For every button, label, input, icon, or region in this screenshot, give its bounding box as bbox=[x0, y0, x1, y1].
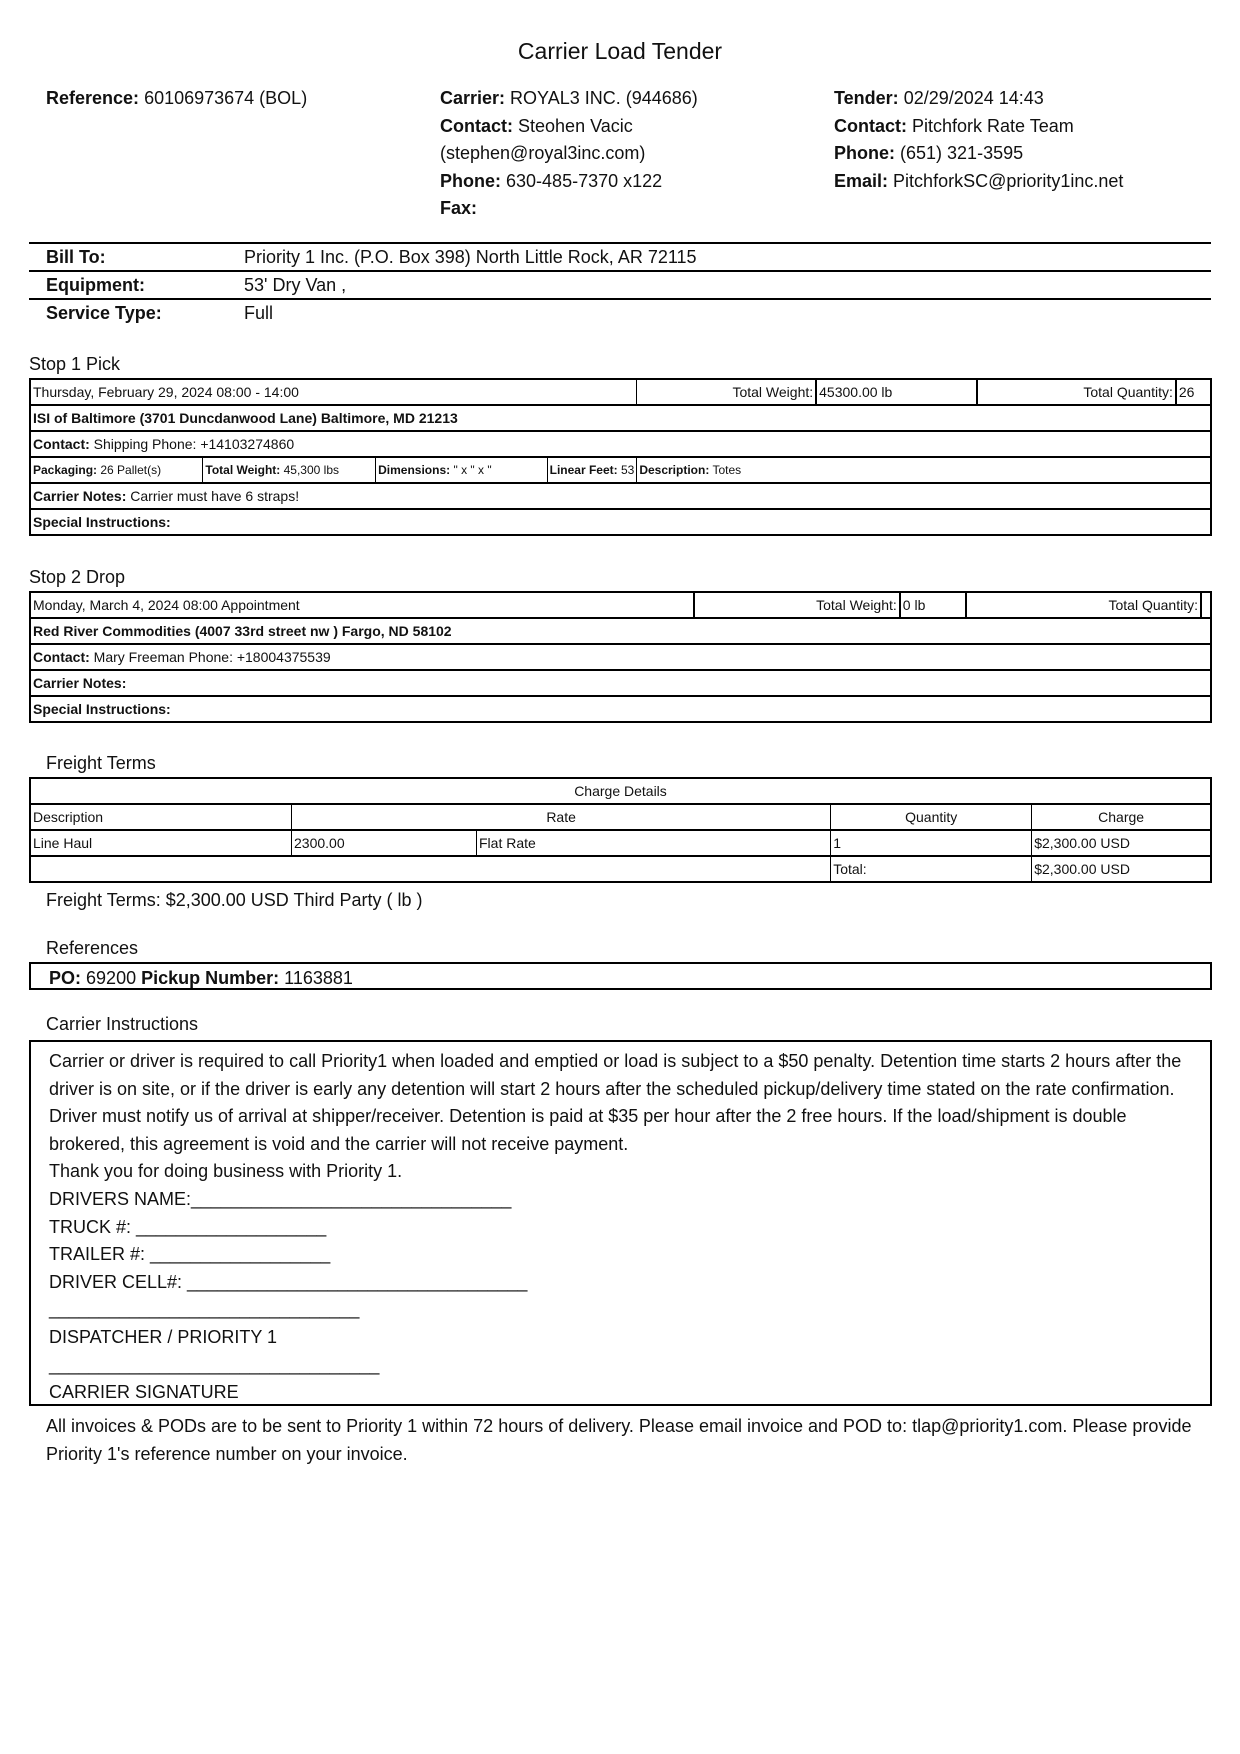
total-label: Total: bbox=[831, 856, 1032, 882]
trailer-field[interactable]: TRAILER #: __________________ bbox=[49, 1244, 331, 1265]
carrier-signature-line[interactable]: _________________________________ bbox=[49, 1354, 380, 1375]
row-quantity: 1 bbox=[831, 830, 1032, 856]
stop1-packaging-value: 26 Pallet(s) bbox=[100, 463, 162, 477]
instructions-thanks: Thank you for doing business with Priority 1. bbox=[49, 1161, 403, 1182]
pickup-number-value: 1163881 bbox=[284, 968, 353, 988]
drivers-name-field[interactable]: DRIVERS NAME:________________________________ bbox=[49, 1188, 512, 1209]
stop2-carrier-notes: Carrier Notes: bbox=[30, 670, 1211, 696]
row-description: Line Haul bbox=[30, 830, 292, 856]
instructions-heading: Carrier Instructions bbox=[46, 1014, 199, 1034]
load-info-table bbox=[29, 242, 1211, 326]
stop1-linear-label: Linear Feet: bbox=[549, 463, 618, 477]
tender-value: 02/29/2024 14:43 bbox=[903, 88, 1044, 108]
reference-label: Reference: bbox=[46, 88, 140, 108]
service-type-value: Full bbox=[244, 299, 1211, 326]
stop1-total-weight-label: Total Weight: bbox=[637, 379, 816, 405]
carrier-phone-label: Phone: bbox=[440, 170, 501, 191]
tender-block bbox=[834, 85, 1123, 195]
carrier-fax-label: Fax: bbox=[440, 198, 478, 218]
tender-phone-value: (651) 321-3595 bbox=[900, 143, 1024, 163]
stop1-packaging bbox=[30, 457, 203, 483]
stop2-total-weight-label: Total Weight: bbox=[694, 592, 899, 618]
carrier-value: ROYAL3 INC. (944686) bbox=[510, 88, 698, 108]
carrier-signature-label: CARRIER SIGNATURE bbox=[49, 1382, 239, 1403]
col-description: Description bbox=[30, 804, 292, 830]
stop2-total-weight-value: 0 lb bbox=[900, 592, 966, 618]
bill-to-label: Bill To: bbox=[29, 243, 244, 271]
col-quantity: Quantity bbox=[831, 804, 1032, 830]
stop1-weight bbox=[203, 457, 376, 483]
stop2-location: Red River Commodities (4007 33rd street nw ) Fargo, ND 58102 bbox=[30, 618, 1211, 644]
tender-email-label: Email: bbox=[834, 170, 889, 191]
stop1-dimensions-label: Dimensions: bbox=[378, 463, 451, 477]
carrier-contact-label: Contact: bbox=[440, 115, 513, 136]
stop2-total-qty-label: Total Quantity: bbox=[966, 592, 1201, 618]
stop2-date: Monday, March 4, 2024 08:00 Appointment bbox=[30, 592, 694, 618]
footer-note: All invoices & PODs are to be sent to Priority 1 within 72 hours of delivery. Please email invoice and POD to: tlap@priority1.com. Please provide Priority 1's reference number on your invoice. bbox=[46, 1416, 1192, 1464]
tender-phone-label: Phone: bbox=[834, 143, 895, 163]
page-title: Carrier Load Tender bbox=[517, 38, 723, 64]
stop1-total-qty-label: Total Quantity: bbox=[977, 379, 1176, 405]
stop1-carrier-notes-label: Carrier Notes: bbox=[33, 488, 127, 504]
col-charge: Charge bbox=[1032, 804, 1211, 830]
stop2-special-instructions: Special Instructions: bbox=[30, 696, 1211, 722]
bill-to-value: Priority 1 Inc. (P.O. Box 398) North Little Rock, AR 72115 bbox=[244, 243, 1211, 271]
tender-contact-label: Contact: bbox=[834, 115, 907, 136]
service-type-row bbox=[29, 299, 1211, 326]
pickup-number-label: Pickup Number: bbox=[141, 968, 280, 988]
dispatcher-label: DISPATCHER / PRIORITY 1 bbox=[49, 1326, 278, 1347]
stop1-date: Thursday, February 29, 2024 08:00 - 14:00 bbox=[30, 379, 637, 405]
stop1-dimensions bbox=[376, 457, 547, 483]
stop1-packaging-label: Packaging: bbox=[33, 463, 98, 477]
stop2-table bbox=[29, 591, 1212, 723]
stop2-total-qty-value bbox=[1201, 592, 1211, 618]
stop1-contact-label: Contact: bbox=[33, 436, 90, 452]
stop1-contact bbox=[30, 431, 1211, 457]
tender-email-value: PitchforkSC@priority1inc.net bbox=[893, 170, 1124, 191]
po-label: PO: bbox=[49, 968, 82, 988]
freight-heading: Freight Terms bbox=[46, 753, 156, 773]
stop1-special-instructions: Special Instructions: bbox=[30, 509, 1211, 535]
charge-details-table bbox=[29, 777, 1212, 883]
stop1-carrier-notes-value: Carrier must have 6 straps! bbox=[130, 488, 300, 504]
col-rate: Rate bbox=[292, 804, 831, 830]
stop1-description-value: Totes bbox=[712, 463, 742, 477]
carrier-contact-name: Steohen Vacic bbox=[518, 115, 633, 136]
truck-field[interactable]: TRUCK #: ___________________ bbox=[49, 1216, 327, 1237]
stop1-weight-label: Total Weight: bbox=[205, 463, 281, 477]
charge-details-title: Charge Details bbox=[30, 778, 1211, 804]
stop2-contact-label: Contact: bbox=[33, 649, 90, 665]
stop1-location: ISI of Baltimore (3701 Duncdanwood Lane) Baltimore, MD 21213 bbox=[30, 405, 1211, 431]
total-value: $2,300.00 USD bbox=[1032, 856, 1211, 882]
equipment-row bbox=[29, 271, 1211, 299]
stop2-contact bbox=[30, 644, 1211, 670]
stop1-total-qty-value: 26 bbox=[1176, 379, 1211, 405]
carrier-block bbox=[440, 85, 698, 223]
stop1-linear-value: 53 bbox=[620, 463, 635, 477]
equipment-value: 53' Dry Van , bbox=[244, 271, 1211, 299]
table-row bbox=[30, 830, 1211, 856]
dispatcher-signature-line[interactable]: _______________________________ bbox=[49, 1299, 360, 1320]
freight-terms-line: Freight Terms: $2,300.00 USD Third Party ( lb ) bbox=[46, 890, 423, 910]
instructions-paragraph: Carrier or driver is required to call Priority1 when loaded and emptied or load is subject to a $50 penalty. Detention time starts 2 hours after the driver is on site, or if the driver is early any detention will start 2 hours after the scheduled pickup/delivery time stated on the rate confirmation. Driver must notify us of arrival at shipper/receiver. Detention is paid at $35 per hour after the 2 free hours. If the load/shipment is double brokered, this agreement is void and the carrier will not receive payment. bbox=[49, 1051, 1182, 1154]
row-rate: 2300.00 bbox=[292, 830, 477, 856]
reference-value: 60106973674 (BOL) bbox=[144, 88, 308, 108]
carrier-contact-email: (stephen@royal3inc.com) bbox=[440, 143, 646, 163]
tender-label: Tender: bbox=[834, 88, 899, 108]
stop1-total-weight-value: 45300.00 lb bbox=[816, 379, 977, 405]
instructions-box bbox=[29, 1040, 1212, 1406]
reference-block bbox=[46, 85, 307, 113]
references-box bbox=[29, 962, 1212, 990]
po-value: 69200 bbox=[86, 968, 137, 988]
stop1-heading: Stop 1 Pick bbox=[29, 354, 121, 374]
stop1-linear-feet bbox=[547, 457, 637, 483]
carrier-label: Carrier: bbox=[440, 88, 506, 108]
total-spacer bbox=[30, 856, 831, 882]
tender-contact-value: Pitchfork Rate Team bbox=[912, 115, 1074, 136]
row-rate-type: Flat Rate bbox=[477, 830, 831, 856]
stop2-heading: Stop 2 Drop bbox=[29, 567, 126, 587]
row-charge: $2,300.00 USD bbox=[1032, 830, 1211, 856]
carrier-phone-value: 630-485-7370 x122 bbox=[506, 170, 663, 191]
bill-to-row bbox=[29, 243, 1211, 271]
stop1-description-label: Description: bbox=[639, 463, 710, 477]
stop2-contact-value: Mary Freeman Phone: +18004375539 bbox=[93, 649, 331, 665]
stop1-weight-value: 45,300 lbs bbox=[283, 463, 340, 477]
stop1-contact-value: Shipping Phone: +14103274860 bbox=[93, 436, 295, 452]
driver-cell-field[interactable]: DRIVER CELL#: __________________________________ bbox=[49, 1271, 528, 1292]
equipment-label: Equipment: bbox=[29, 271, 244, 299]
stop1-table bbox=[29, 378, 1212, 536]
stop1-description bbox=[637, 457, 1211, 483]
service-type-label: Service Type: bbox=[29, 299, 244, 326]
stop1-dimensions-value: " x " x " bbox=[453, 463, 492, 477]
stop1-carrier-notes bbox=[30, 483, 1211, 509]
references-heading: References bbox=[46, 938, 139, 958]
